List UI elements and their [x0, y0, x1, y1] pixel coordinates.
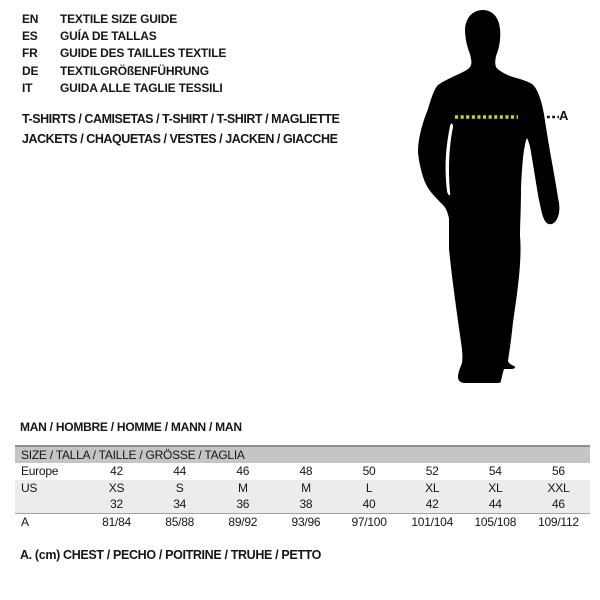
size-table-cell: 97/100	[351, 514, 387, 529]
language-code: FR	[22, 46, 38, 61]
size-table-cell: XS	[108, 480, 125, 495]
measurement-footnote: A. (cm) CHEST / PECHO / POITRINE / TRUHE / PETTO	[20, 548, 322, 562]
language-code: EN	[22, 12, 39, 26]
man-body-shape	[418, 10, 559, 383]
language-label: GUIDA ALLE TAGLIE TESSILI	[60, 80, 223, 95]
language-code: ES	[22, 29, 38, 44]
size-table-cell: 105/108	[474, 514, 517, 529]
size-table-cell: L	[365, 480, 373, 495]
size-table-cell: 40	[362, 497, 376, 511]
size-table-cell: 44	[173, 464, 187, 478]
size-table-cell: 46	[236, 464, 250, 478]
man-silhouette-svg	[405, 5, 565, 390]
size-table-row	[15, 463, 590, 480]
measurement-a-label: A	[559, 108, 569, 123]
size-table-body	[15, 463, 590, 530]
size-table-cell: 42	[110, 464, 123, 478]
language-row	[22, 45, 226, 62]
size-table-cell: 93/96	[291, 514, 321, 529]
size-table-cell: 85/88	[165, 514, 195, 529]
size-table-row-label: Europe	[21, 464, 59, 478]
language-label: GUIDE DES TAILLES TEXTILE	[60, 46, 227, 61]
language-code: IT	[22, 80, 33, 95]
size-table-row-label: US	[21, 480, 38, 495]
category-list	[22, 109, 339, 149]
size-table-cell: M	[237, 480, 248, 495]
size-table-cell: 38	[299, 497, 313, 511]
size-table-row	[15, 514, 590, 531]
size-table-row-label	[15, 496, 85, 513]
size-table-cell: 50	[362, 464, 376, 478]
size-table-cell: 48	[299, 464, 313, 478]
size-table-row	[15, 496, 590, 514]
size-table-cell: XL	[425, 480, 440, 495]
language-code: DE	[22, 63, 39, 78]
man-silhouette-figure	[405, 5, 580, 390]
size-table-cell: 109/112	[538, 514, 579, 529]
size-table-header: SIZE / TALLA / TAILLE / GRÖSSE / TAGLIA	[15, 447, 590, 463]
size-table-cell: S	[175, 480, 184, 495]
size-table-cell: 36	[236, 497, 250, 511]
size-table-cell: 52	[425, 464, 439, 478]
size-table-cell: 42	[425, 497, 439, 511]
size-table-cell: 32	[110, 497, 123, 511]
language-label: TEXTILGRÖßENFÜHRUNG	[60, 63, 209, 78]
category-line: JACKETS / CHAQUETAS / VESTES / JACKEN / GIACCHE	[22, 132, 338, 146]
size-table-cell: 81/84	[102, 514, 131, 529]
size-table-cell: XXL	[547, 480, 570, 495]
size-table-cell: 56	[552, 464, 565, 478]
size-table-cell: 89/92	[228, 514, 258, 529]
language-list	[22, 11, 226, 97]
size-table-row	[15, 480, 590, 497]
size-table-cell: 34	[173, 497, 187, 511]
language-row	[22, 11, 226, 28]
size-table-cell: 54	[488, 464, 502, 478]
language-label: GUÍA DE TALLAS	[60, 29, 157, 44]
language-row	[22, 28, 226, 45]
section-title: MAN / HOMBRE / HOMME / MANN / MAN	[20, 420, 242, 434]
language-row	[22, 63, 226, 80]
size-table	[15, 445, 590, 530]
language-row	[22, 80, 226, 97]
category-line: T-SHIRTS / CAMISETAS / T-SHIRT / T-SHIRT / MAGLIETTE	[22, 112, 340, 126]
size-table-cell: 46	[552, 497, 565, 511]
size-table-cell: XL	[488, 480, 503, 495]
size-table-cell: M	[301, 480, 311, 495]
size-table-cell: 101/104	[411, 514, 453, 529]
size-table-cell: 44	[488, 497, 502, 511]
language-label: TEXTILE SIZE GUIDE	[60, 12, 178, 26]
size-table-row-label: A	[21, 514, 29, 529]
